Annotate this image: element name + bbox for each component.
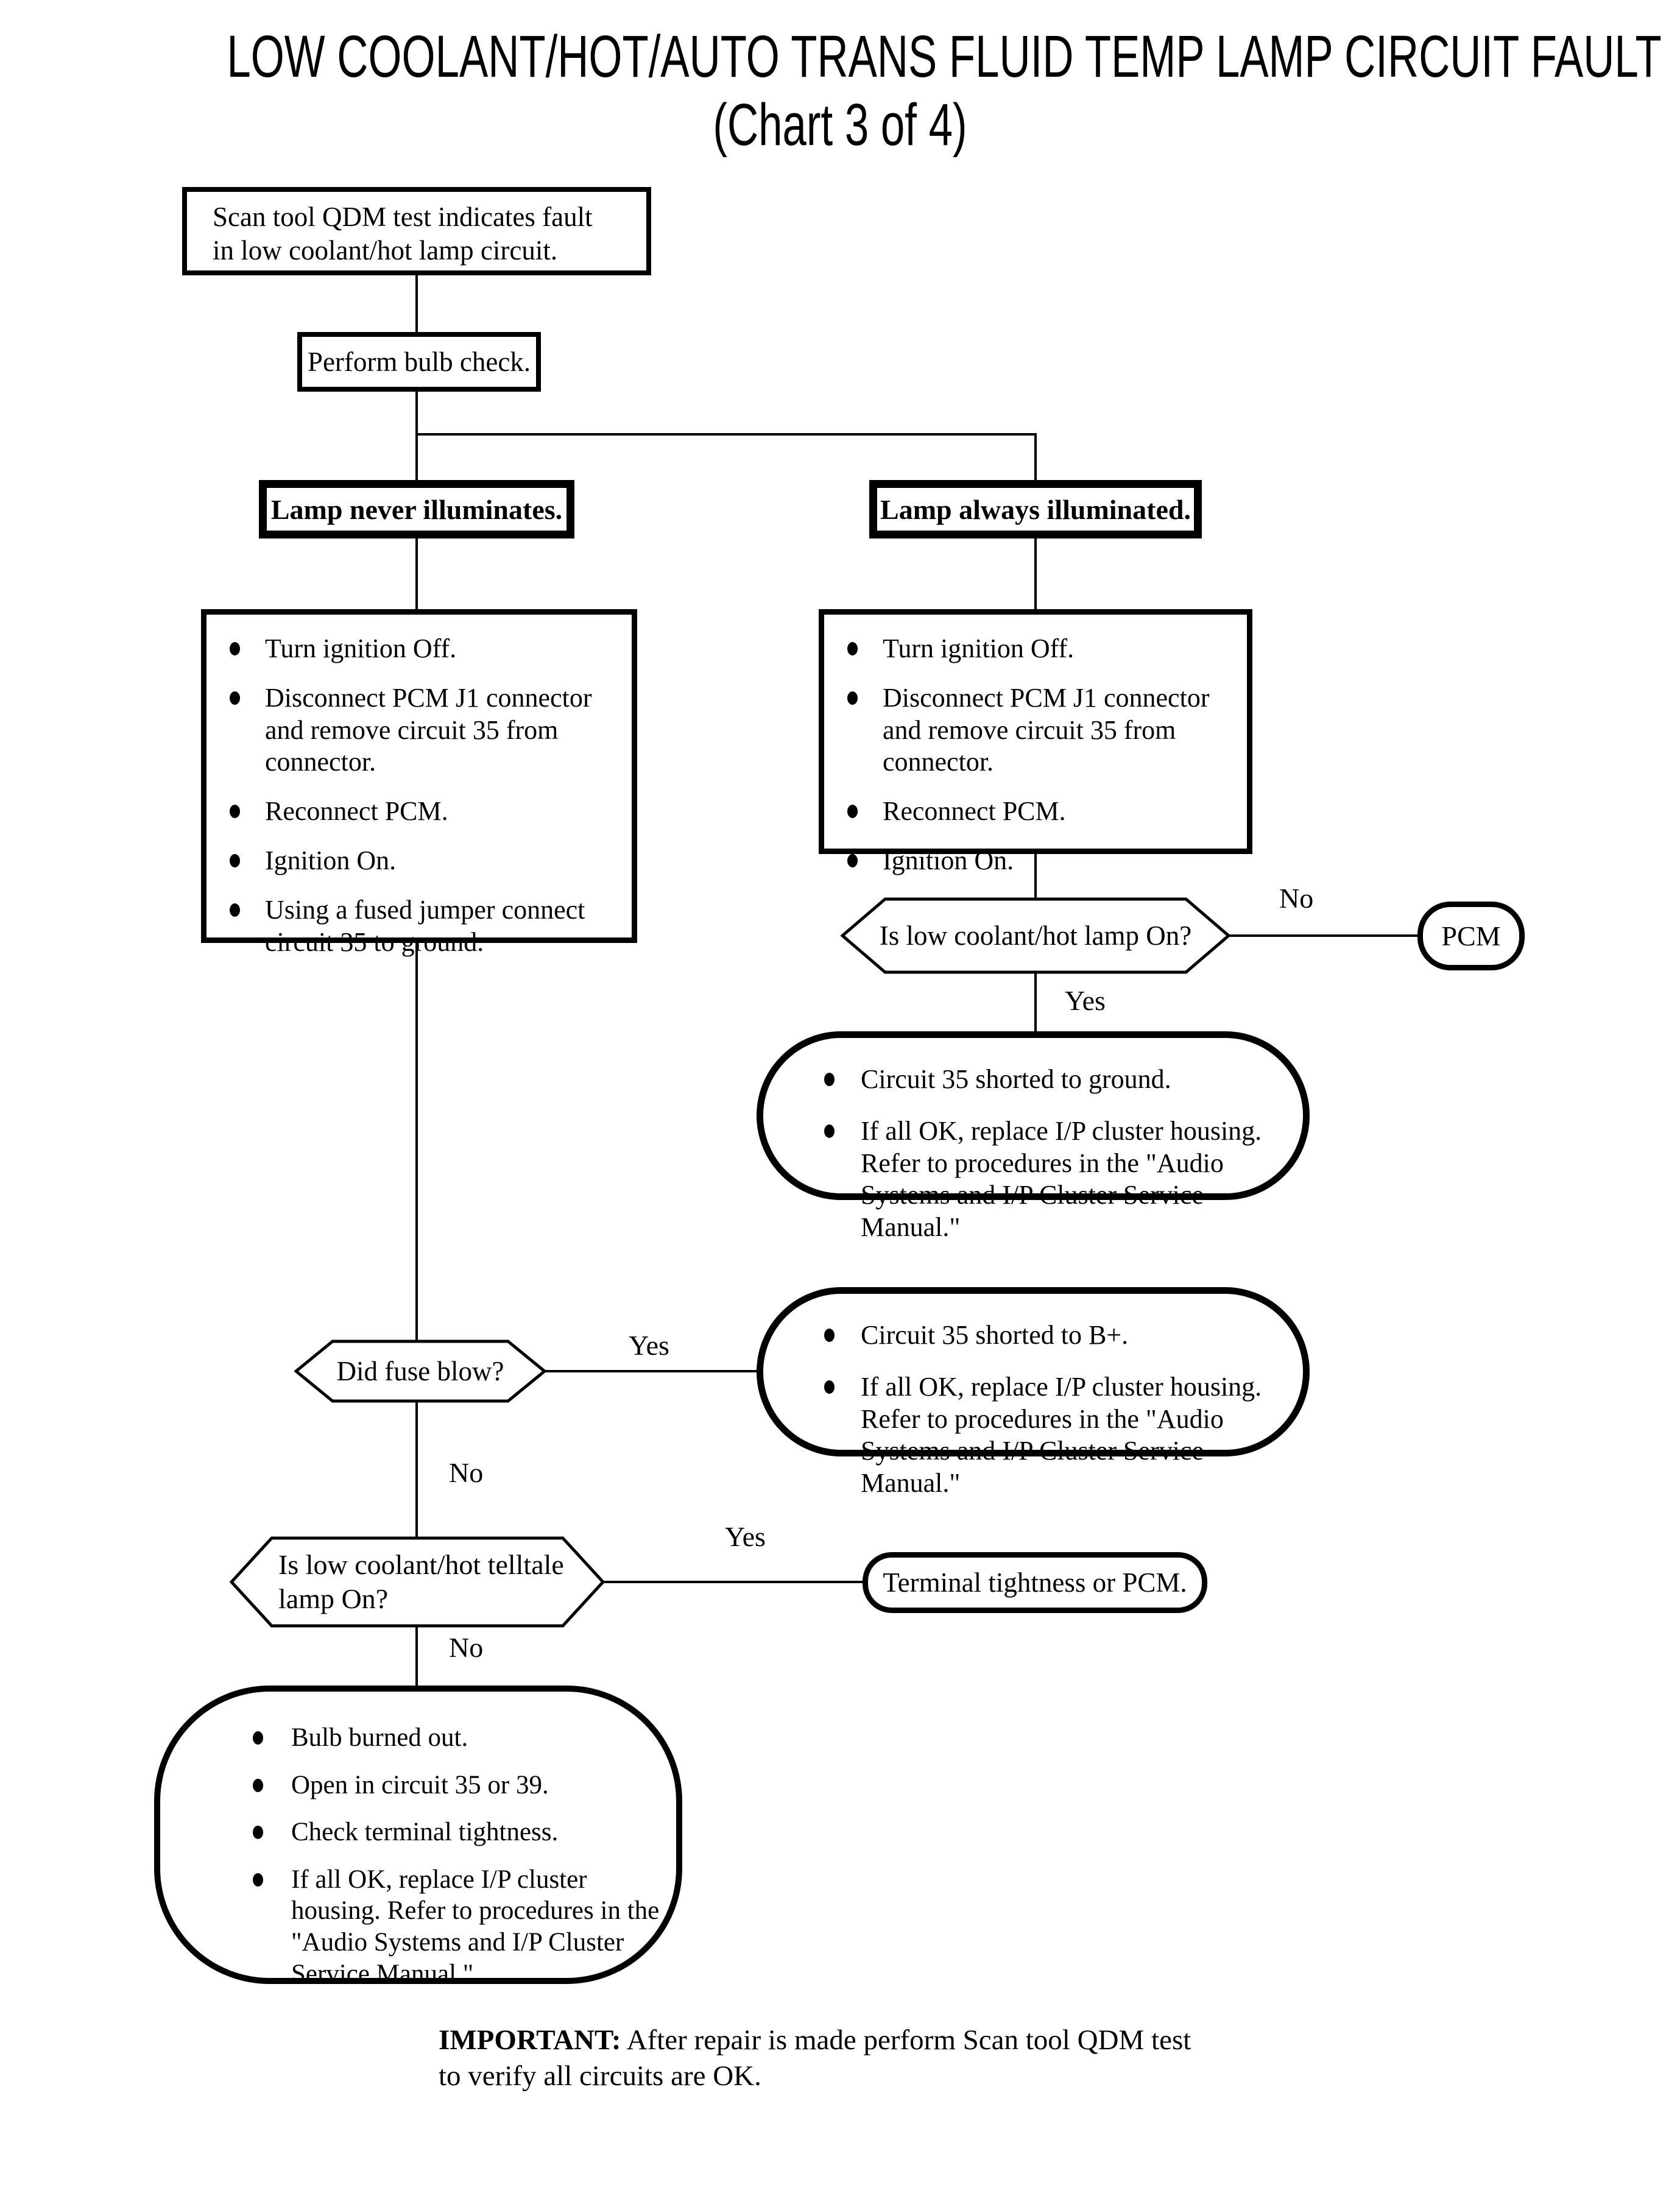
connector-lamp-decision-yes bbox=[1034, 973, 1037, 1033]
connector-fuse-no bbox=[415, 1402, 418, 1537]
connector-left-steps-to-fuse-decision bbox=[415, 942, 418, 1341]
telltale-decision-line1: Is low coolant/hot telltale bbox=[278, 1548, 564, 1580]
shorted-to-ground-list bbox=[763, 1038, 1303, 1244]
list-item: Check terminal tightness. bbox=[160, 1816, 664, 1848]
start-box bbox=[182, 187, 651, 275]
lamp-on-decision-hexagon bbox=[841, 897, 1230, 974]
list-item: Turn ignition Off. bbox=[824, 633, 1235, 665]
pcm-terminator bbox=[1417, 902, 1525, 970]
lamp-never-illuminates-label: Lamp never illuminates. bbox=[270, 493, 563, 525]
connector-split-to-right-header bbox=[1034, 434, 1037, 481]
list-item: Disconnect PCM J1 connector and remove circuit 35 from connector. bbox=[206, 682, 619, 778]
edge-label-yes: Yes bbox=[1065, 985, 1106, 1016]
list-item: If all OK, replace I/P cluster housing. Refer to procedures in the "Audio Systems and I/P Cluster Service Manual." bbox=[160, 1864, 664, 1989]
lamp-never-illuminates-header bbox=[259, 480, 574, 538]
list-item: Circuit 35 shorted to B+. bbox=[763, 1319, 1285, 1352]
connector-start-to-perform bbox=[415, 274, 418, 333]
connector-left-header-to-steps bbox=[415, 537, 418, 610]
connector-right-header-to-steps bbox=[1034, 537, 1037, 610]
list-item: If all OK, replace I/P cluster housing. Refer to procedures in the "Audio Systems and I/P Cluster Service Manual." bbox=[763, 1115, 1285, 1244]
telltale-decision-line2: lamp On? bbox=[278, 1583, 389, 1614]
pcm-label: PCM bbox=[1441, 920, 1501, 951]
edge-label-yes: Yes bbox=[725, 1521, 766, 1552]
connector-telltale-yes bbox=[604, 1581, 864, 1583]
edge-label-no: No bbox=[449, 1457, 484, 1488]
connector-telltale-no bbox=[415, 1626, 418, 1687]
shorted-to-ground-stadium bbox=[757, 1031, 1310, 1243]
important-note-text: After repair is made perform Scan tool QDM test to verify all circuits are OK. bbox=[439, 2024, 1191, 2092]
perform-bulb-check-box bbox=[297, 332, 541, 392]
left-steps-list bbox=[206, 615, 632, 958]
list-item: Ignition On. bbox=[824, 845, 1235, 877]
lamp-always-illuminated-header bbox=[869, 480, 1202, 538]
list-item: Circuit 35 shorted to ground. bbox=[763, 1064, 1285, 1096]
page-title-line2: (Chart 3 of 4) bbox=[713, 91, 967, 158]
edge-label-yes: Yes bbox=[629, 1330, 669, 1361]
page-title-line1: LOW COOLANT/HOT/AUTO TRANS FLUID TEMP LAMP CIRCUIT FAULT bbox=[227, 23, 1662, 90]
connector-split-horizontal bbox=[415, 433, 1037, 436]
perform-bulb-check-label: Perform bulb check. bbox=[307, 346, 531, 377]
connector-lamp-decision-no-to-pcm bbox=[1228, 934, 1419, 937]
list-item: Reconnect PCM. bbox=[206, 796, 619, 828]
list-item: Disconnect PCM J1 connector and remove circuit 35 from connector. bbox=[824, 682, 1235, 778]
edge-label-no: No bbox=[1279, 883, 1314, 914]
lamp-always-illuminated-label: Lamp always illuminated. bbox=[880, 493, 1191, 525]
connector-fuse-yes bbox=[545, 1370, 758, 1372]
important-note bbox=[439, 2022, 1212, 2094]
edge-label-no: No bbox=[449, 1632, 484, 1663]
left-steps-box bbox=[201, 609, 637, 957]
final-diagnosis-list bbox=[160, 1692, 676, 1989]
list-item: If all OK, replace I/P cluster housing. Refer to procedures in the "Audio Systems and I/P Cluster Service Manual." bbox=[763, 1371, 1285, 1500]
telltale-decision-hexagon bbox=[230, 1536, 605, 1628]
fuse-decision-label: Did fuse blow? bbox=[336, 1356, 504, 1386]
list-item: Ignition On. bbox=[206, 845, 619, 877]
connector-perform-to-split bbox=[415, 390, 418, 434]
right-steps-box bbox=[819, 609, 1252, 875]
shorted-to-bplus-list bbox=[763, 1294, 1303, 1500]
list-item: Open in circuit 35 or 39. bbox=[160, 1770, 664, 1801]
start-box-line2: in low coolant/hot lamp circuit. bbox=[213, 235, 558, 266]
telltale-decision-label bbox=[230, 1536, 605, 1628]
connector-split-to-left-header bbox=[415, 434, 418, 481]
start-box-line1: Scan tool QDM test indicates fault bbox=[213, 202, 593, 232]
fuse-decision-hexagon bbox=[294, 1340, 546, 1403]
final-diagnosis-stadium bbox=[154, 1686, 682, 1988]
list-item: Bulb burned out. bbox=[160, 1722, 664, 1754]
list-item: Using a fused jumper connect circuit 35 to ground. bbox=[206, 894, 619, 959]
lamp-on-decision-label: Is low coolant/hot lamp On? bbox=[879, 920, 1192, 951]
list-item: Reconnect PCM. bbox=[824, 796, 1235, 828]
list-item: Turn ignition Off. bbox=[206, 633, 619, 665]
terminal-tightness-label: Terminal tightness or PCM. bbox=[883, 1567, 1187, 1598]
terminal-tightness-box bbox=[863, 1552, 1207, 1613]
shorted-to-bplus-stadium bbox=[757, 1287, 1310, 1499]
right-steps-list bbox=[824, 615, 1247, 877]
important-note-label: IMPORTANT: bbox=[439, 2024, 621, 2056]
